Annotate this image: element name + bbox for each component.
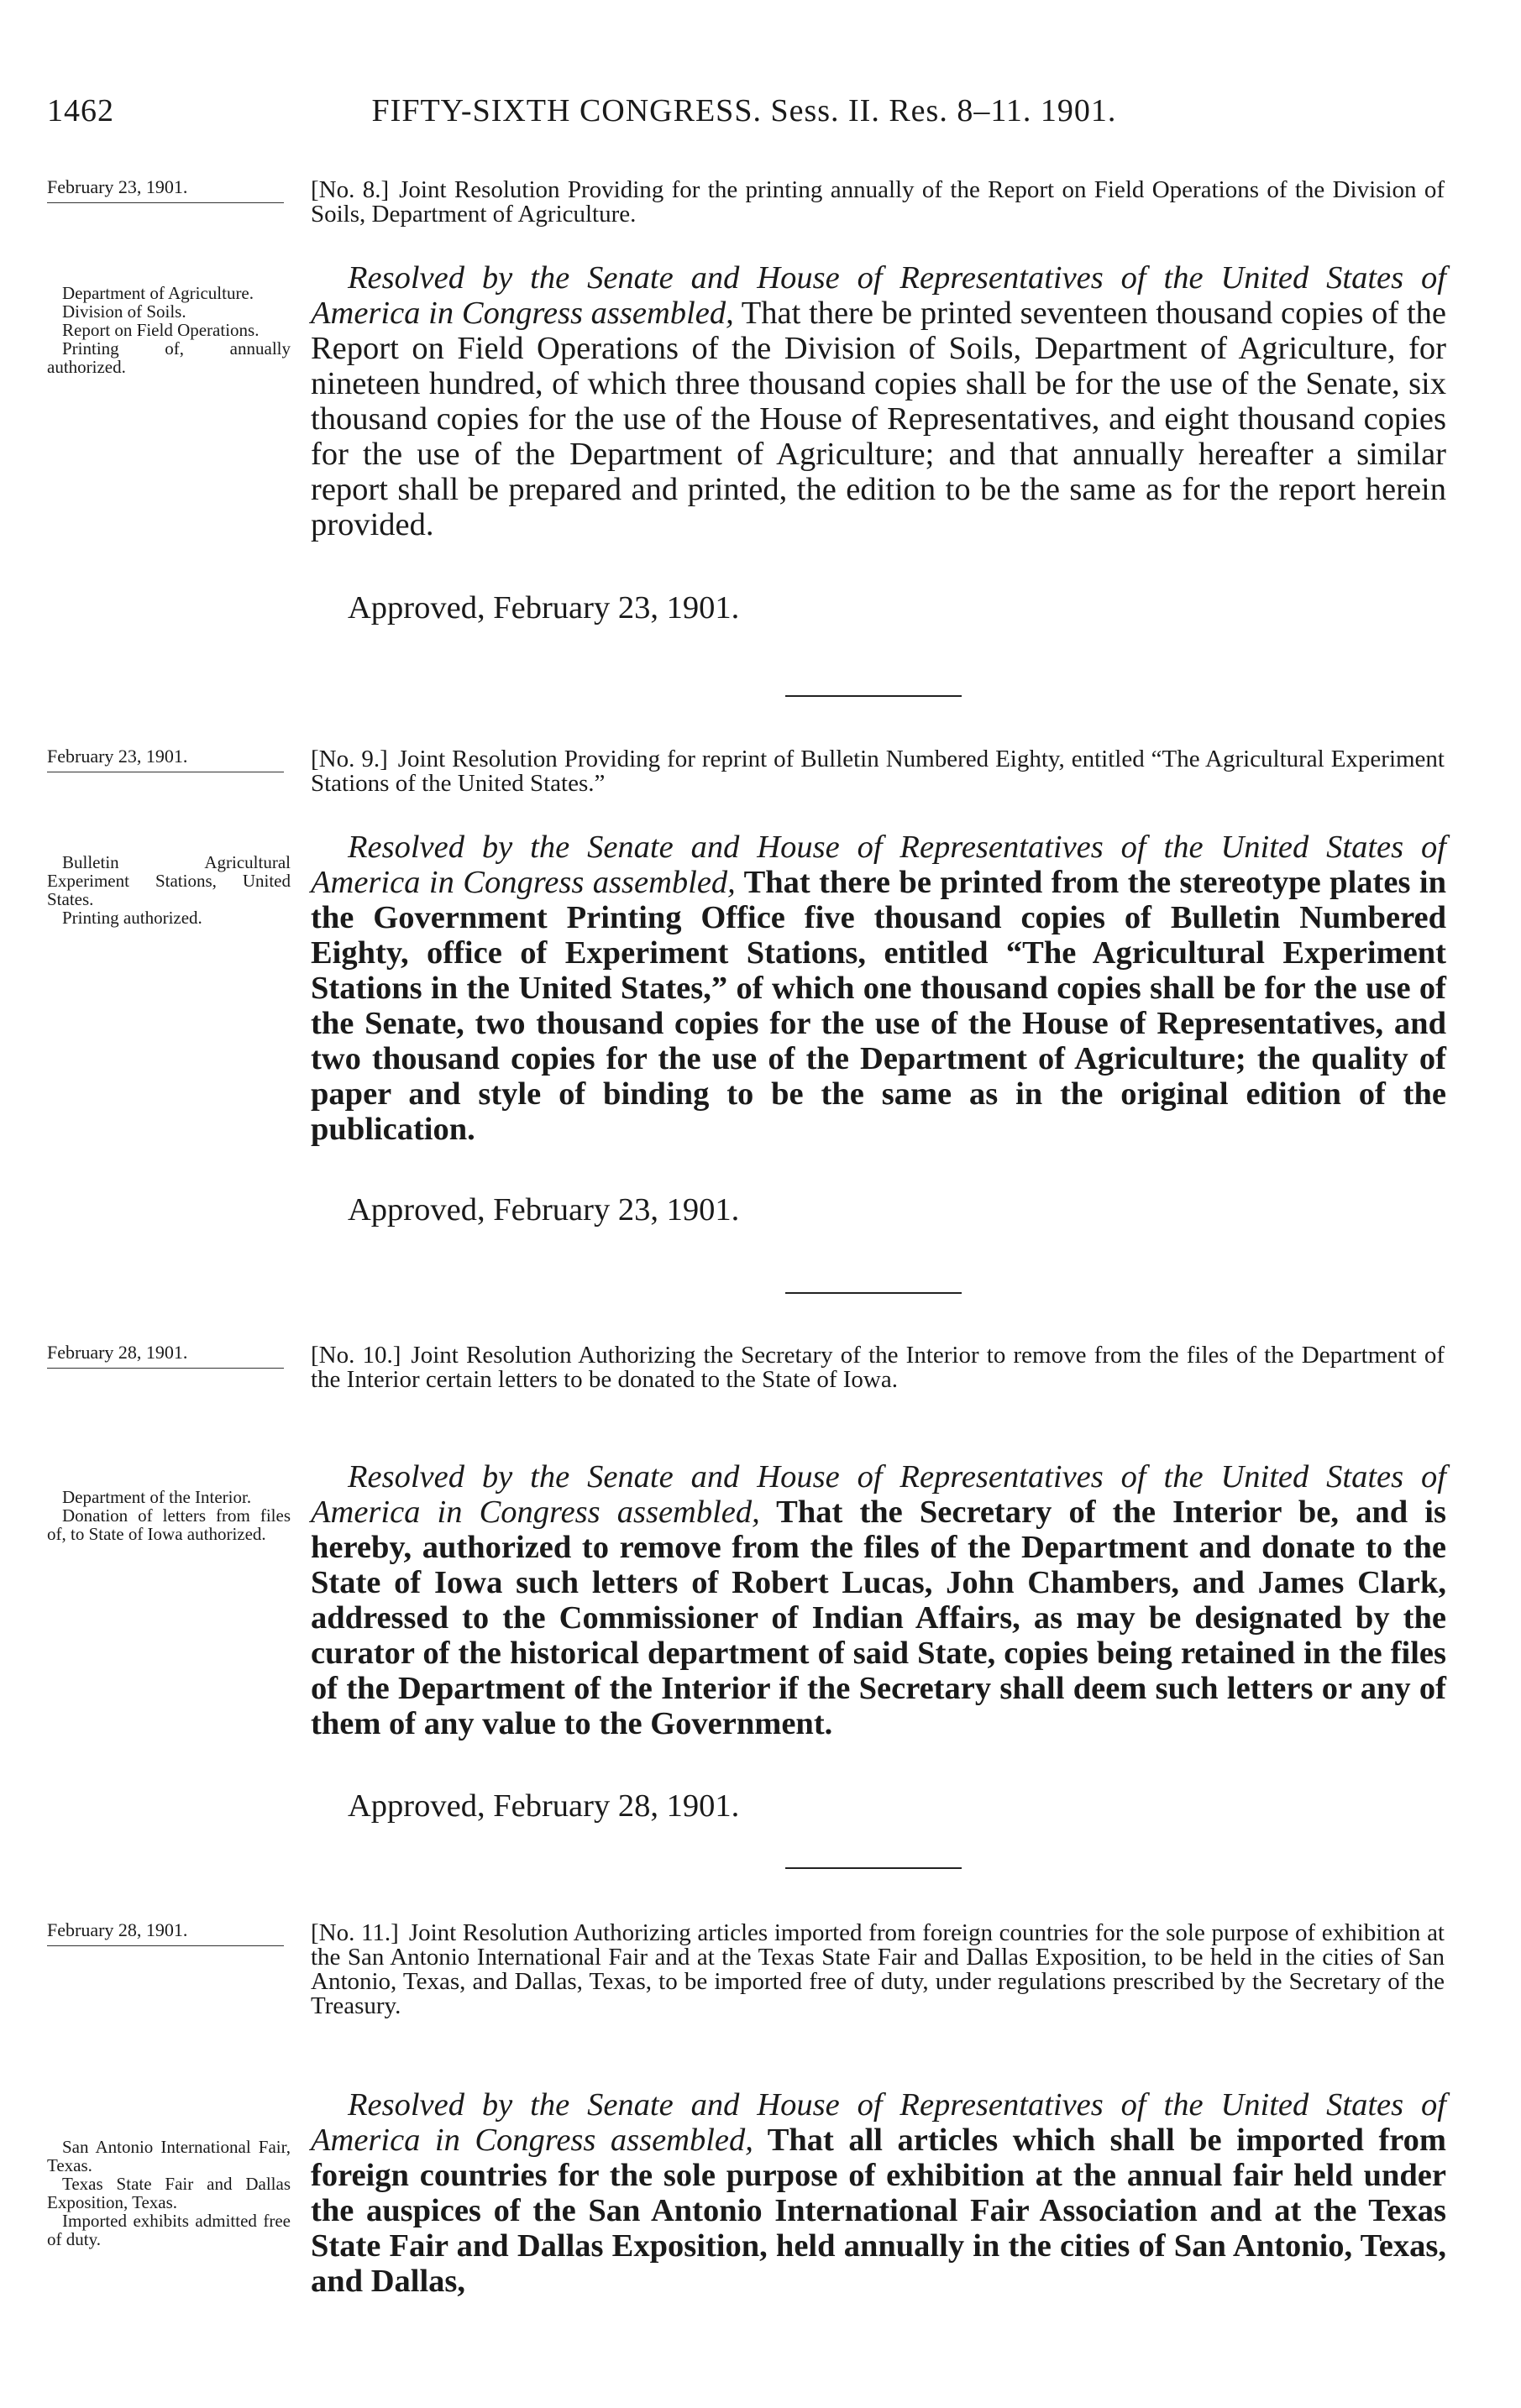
- resolution-number: [No. 10.]: [311, 1342, 401, 1369]
- resolution-caption: [311, 747, 1445, 796]
- resolution-number: [No. 9.]: [311, 746, 388, 772]
- approved-line: Approved, February 23, 1901.: [348, 590, 740, 626]
- enacting-clause: Resolved by the Senate and House of Representatives of the United States of America in Congress assembled,: [311, 830, 1446, 900]
- side-note: Department of the Interior.: [62, 1487, 252, 1507]
- side-notes: [47, 2138, 291, 2248]
- side-note: Printing of, annually authorized.: [47, 338, 291, 377]
- resolution-date: February 23, 1901.: [47, 746, 188, 767]
- resolution-body: [311, 260, 1446, 542]
- resolution-number: [No. 11.]: [311, 1919, 399, 1946]
- caption-text: Joint Resolution Authorizing articles imported from foreign countries for the sole purpose of exhibition at the San Antonio International Fair and at the Texas State Fair and Dallas Exposition, to be held in the cities of San Antonio, Texas, and Dallas, Texas, to be imported free of duty, under regulations prescribed by the Secretary of the Treasury.: [311, 1919, 1445, 2019]
- resolution-body: [311, 830, 1446, 1147]
- side-note: Report on Field Operations.: [62, 320, 260, 340]
- caption-text: Joint Resolution Providing for the printing annually of the Report on Field Operations of the Division of Soils, Department of Agriculture.: [311, 176, 1445, 228]
- resolution-body: [311, 2087, 1446, 2299]
- body-text: That the Secretary of the Interior be, and is hereby, authorized to remove from the files of the Department and donate to the State of Iowa such letters of Robert Lucas, John Chambers, and James Clark, addressed to the Commissioner of Indian Affairs, as may be designated by the curator of the historical department of said State, copies being retained in the files of the Department of the Interior if the Secretary shall deem such letters or any of them of any value to the Government.: [311, 1495, 1446, 1741]
- body-text: That there be printed from the stereotype plates in the Government Printing Office five thousand copies of Bulletin Numbered Eighty, office of Experiment Stations, entitled “The Agricultural Experiment Stations in the United States,” of which one thousand copies shall be for the use of the Senate, two thousand copies for the use of the House of Representatives, and two thousand copies for the use of the Department of Agriculture; the quality of paper and style of binding to be the same as in the original edition of the publication.: [311, 865, 1446, 1147]
- section-divider: [785, 1867, 962, 1869]
- resolution-number: [No. 8.]: [311, 176, 390, 203]
- date-rule: [47, 1368, 284, 1369]
- date-rule: [47, 202, 284, 203]
- side-note: Imported exhibits admitted free of duty.: [47, 2211, 291, 2249]
- enacting-clause: Resolved by the Senate and House of Representatives of the United States of America in Congress assembled,: [311, 1459, 1446, 1530]
- body-text: That all articles which shall be imported from foreign countries for the sole purpose of exhibition at the annual fair held under the auspices of the San Antonio International Fair Association and at the Texas State Fair and Dallas Exposition, held annually in the cities of San Antonio, Texas, and Dallas,: [311, 2123, 1446, 2299]
- approved-line: Approved, February 23, 1901.: [348, 1192, 740, 1228]
- side-note: San Antonio International Fair, Texas.: [47, 2137, 291, 2175]
- caption-text: Joint Resolution Authorizing the Secretary of the Interior to remove from the files of the Department of the Interior certain letters to be donated to the State of Iowa.: [311, 1342, 1445, 1393]
- section-divider: [785, 1292, 962, 1294]
- side-notes: [47, 1488, 291, 1543]
- caption-text: Joint Resolution Providing for reprint of Bulletin Numbered Eighty, entitled “The Agricultural Experiment Stations of the United States.”: [311, 746, 1445, 797]
- side-note: Printing authorized.: [62, 908, 202, 928]
- page-number: 1462: [47, 93, 114, 128]
- section-divider: [785, 695, 962, 697]
- side-note: Bulletin Agricultural Experiment Stations, United States.: [47, 852, 291, 909]
- resolution-date: February 23, 1901.: [47, 176, 188, 197]
- date-rule: [47, 1945, 284, 1946]
- running-header: [47, 92, 1441, 134]
- resolution-date: February 28, 1901.: [47, 1919, 188, 1940]
- side-note: Texas State Fair and Dallas Exposition, Texas.: [47, 2174, 291, 2212]
- resolution-caption: [311, 1343, 1445, 1392]
- side-notes: [47, 284, 291, 376]
- enacting-clause: Resolved by the Senate and House of Representatives of the United States of America in Congress assembled,: [311, 2087, 1446, 2158]
- enacting-clause: Resolved by the Senate and House of Representatives of the United States of America in Congress assembled,: [311, 260, 1446, 331]
- side-notes: [47, 853, 291, 927]
- approved-line: Approved, February 28, 1901.: [348, 1788, 740, 1824]
- resolution-caption: [311, 1921, 1445, 2018]
- resolution-body: [311, 1459, 1446, 1741]
- side-note: Division of Soils.: [62, 301, 186, 322]
- resolution-date: February 28, 1901.: [47, 1342, 188, 1363]
- body-text: That there be printed seventeen thousand copies of the Report on Field Operations of the Division of Soils, Department of Agriculture, for nineteen hundred, of which three thousand copies shall be for the use of the Senate, six thousand copies for the use of the House of Representatives, and eight thousand copies for the use of the Department of Agriculture; and that annually hereafter a similar report shall be prepared and printed, the edition to be the same as for the report herein provided.: [311, 296, 1446, 542]
- side-note: Donation of letters from files of, to State of Iowa authorized.: [47, 1505, 291, 1544]
- side-note: Department of Agriculture.: [62, 283, 254, 303]
- running-title: FIFTY-SIXTH CONGRESS. Sess. II. Res. 8–11. 1901.: [371, 93, 1117, 128]
- resolution-caption: [311, 178, 1445, 227]
